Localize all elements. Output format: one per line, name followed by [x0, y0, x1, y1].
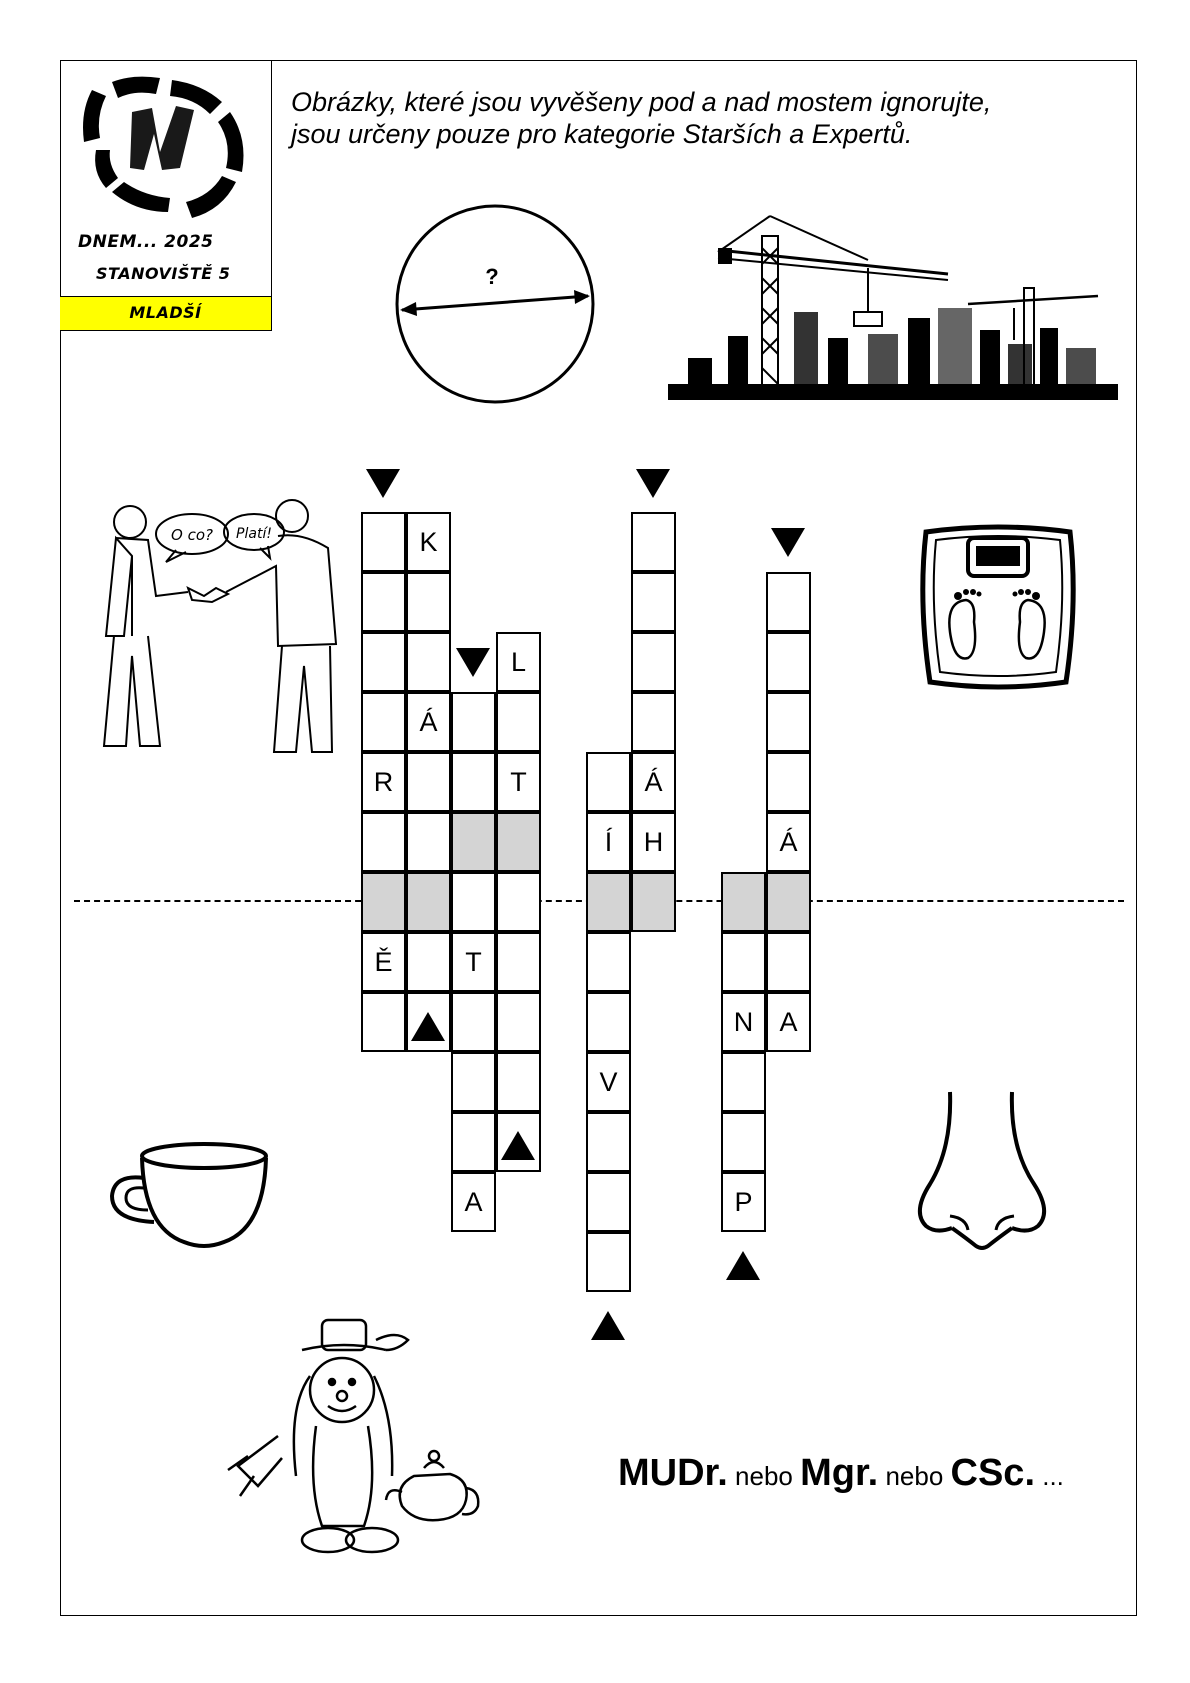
- crossword-cell[interactable]: [406, 872, 451, 932]
- crossword-cell[interactable]: [766, 872, 811, 932]
- handshake-people-icon: [92, 496, 352, 758]
- crossword-cell[interactable]: [361, 692, 406, 752]
- station-label: STANOVIŠTĚ 5: [96, 264, 231, 283]
- degree-separator-1: nebo: [727, 1461, 801, 1491]
- instructions: [291, 86, 1131, 150]
- crossword-cell[interactable]: [766, 632, 811, 692]
- crossword-cell[interactable]: [631, 572, 676, 632]
- crossword-cell[interactable]: [451, 752, 496, 812]
- nose-icon: [910, 1088, 1054, 1258]
- instructions-line-1: Obrázky, které jsou vyvěšeny pod a nad mostem ignorujte,: [291, 87, 992, 117]
- arrow-up-icon: [411, 1012, 445, 1041]
- crossword-cell[interactable]: T: [496, 752, 541, 812]
- arrow-down-icon: [366, 469, 400, 498]
- crossword-cell[interactable]: [631, 632, 676, 692]
- crossword-cell[interactable]: [451, 872, 496, 932]
- crossword-cell[interactable]: [406, 812, 451, 872]
- circle-diameter-icon: [388, 202, 606, 406]
- crossword-cell[interactable]: [406, 752, 451, 812]
- crossword-cell[interactable]: [361, 572, 406, 632]
- crossword-cell[interactable]: Á: [766, 812, 811, 872]
- crossword-cell[interactable]: [406, 572, 451, 632]
- crossword-cell[interactable]: [496, 872, 541, 932]
- crossword-cell[interactable]: [631, 692, 676, 752]
- logo-year: DNEM... 2025: [78, 232, 214, 252]
- crossword-cell[interactable]: [586, 1232, 631, 1292]
- crossword-cell[interactable]: A: [766, 992, 811, 1052]
- arrow-down-icon: [636, 469, 670, 498]
- degree-mudr: MUDr.: [618, 1452, 728, 1494]
- crossword-cell[interactable]: [766, 752, 811, 812]
- crossword-cell[interactable]: P: [721, 1172, 766, 1232]
- bathroom-scale-icon: [916, 522, 1080, 694]
- crossword-cell[interactable]: H: [631, 812, 676, 872]
- crossword-cell[interactable]: [361, 812, 406, 872]
- diameter-question-mark: ?: [485, 264, 499, 289]
- crossword-cell[interactable]: [586, 1172, 631, 1232]
- crossword-cell[interactable]: [766, 692, 811, 752]
- arrow-up-icon: [591, 1311, 625, 1340]
- crossword-cell[interactable]: N: [721, 992, 766, 1052]
- clown-with-teapot-icon: [218, 1316, 482, 1560]
- crossword-cell[interactable]: T: [451, 932, 496, 992]
- crossword-cell[interactable]: [451, 1112, 496, 1172]
- dnem-logo-icon: [72, 72, 260, 222]
- crossword-cell[interactable]: [361, 512, 406, 572]
- speech-bubble-left-text: O co?: [171, 526, 213, 544]
- crossword-cell[interactable]: [361, 632, 406, 692]
- degree-mgr: Mgr.: [800, 1452, 879, 1494]
- crossword-cell[interactable]: V: [586, 1052, 631, 1112]
- crossword-cell[interactable]: [451, 692, 496, 752]
- crossword-cell[interactable]: [496, 812, 541, 872]
- crossword-cell[interactable]: [586, 992, 631, 1052]
- arrow-down-icon: [771, 528, 805, 557]
- category-badge: MLADŠÍ: [60, 296, 271, 330]
- crossword-cell[interactable]: [496, 932, 541, 992]
- crossword-cell[interactable]: [631, 872, 676, 932]
- arrow-down-icon: [456, 648, 490, 677]
- crossword-cell[interactable]: [631, 512, 676, 572]
- crossword-cell[interactable]: Ě: [361, 932, 406, 992]
- arrow-up-icon: [726, 1251, 760, 1280]
- crossword-cell[interactable]: [721, 1112, 766, 1172]
- degrees-hint: [618, 1452, 1064, 1495]
- crossword-cell[interactable]: [406, 932, 451, 992]
- crossword-cell[interactable]: [721, 1052, 766, 1112]
- crossword-cell[interactable]: [766, 932, 811, 992]
- crossword-cell[interactable]: [451, 812, 496, 872]
- degree-csc: CSc.: [950, 1452, 1035, 1494]
- crossword-cell[interactable]: [451, 1052, 496, 1112]
- crossword-cell[interactable]: Á: [406, 692, 451, 752]
- construction-crane-icon: [668, 208, 1118, 402]
- crossword-cell[interactable]: L: [496, 632, 541, 692]
- crossword-cell[interactable]: [586, 872, 631, 932]
- crossword-cell[interactable]: [496, 1052, 541, 1112]
- crossword-cell[interactable]: [496, 992, 541, 1052]
- crossword-cell[interactable]: [451, 992, 496, 1052]
- crossword-cell[interactable]: [496, 692, 541, 752]
- crossword-cell[interactable]: [721, 932, 766, 992]
- logo-box: [60, 60, 272, 331]
- degree-ellipsis: ...: [1035, 1461, 1064, 1491]
- crossword-cell[interactable]: [766, 572, 811, 632]
- degree-separator-2: nebo: [878, 1461, 951, 1491]
- crossword-cell[interactable]: K: [406, 512, 451, 572]
- crossword-cell[interactable]: [586, 752, 631, 812]
- crossword-cell[interactable]: [586, 1112, 631, 1172]
- arrow-up-icon: [501, 1131, 535, 1160]
- crossword-cell[interactable]: R: [361, 752, 406, 812]
- crossword-cell[interactable]: [361, 992, 406, 1052]
- crossword-cell[interactable]: Í: [586, 812, 631, 872]
- crossword-cell[interactable]: [361, 872, 406, 932]
- crossword-cell[interactable]: Á: [631, 752, 676, 812]
- crossword-cell[interactable]: [586, 932, 631, 992]
- instructions-line-2: jsou určeny pouze pro kategorie Starších a Expertů.: [291, 119, 913, 149]
- speech-bubble-right-text: Platí!: [236, 526, 272, 542]
- cup-icon: [108, 1138, 274, 1254]
- crossword-cell[interactable]: [721, 872, 766, 932]
- crossword-cell[interactable]: [406, 632, 451, 692]
- crossword-cell[interactable]: A: [451, 1172, 496, 1232]
